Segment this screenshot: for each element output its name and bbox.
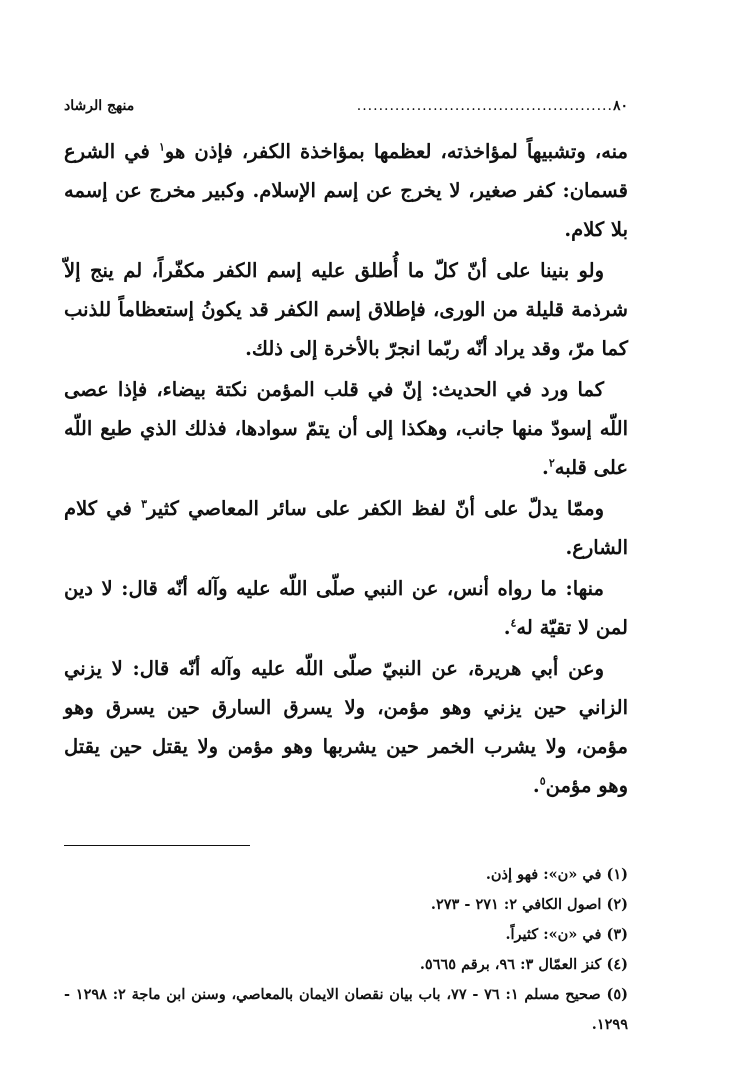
book-title: منهج الرشاد <box>64 98 135 114</box>
paragraph: منه، وتشبيهاً لمؤاخذته، لعظمها بمؤاخذة الكفر، فإذن هو$^١$ في الشرع قسمان: كفر صغير، لا يخرج عن إسم الإسلام. وكبير مخرج عن إسمه بلا كلام. <box>64 140 628 241</box>
footnote: (٥) صحيح مسلم ١: ٧٦ - ٧٧، باب بيان نقصان الايمان بالمعاصي، وسنن ابن ماجة ٢: ١٢٩٨ - ١٢٩٩. <box>64 986 628 1033</box>
footnote-ref[interactable]: ١ <box>159 140 165 154</box>
paragraph: منها: ما رواه أنس، عن النبي صلّى اللّه عليه وآله أنّه قال: لا دين لمن لا تقيّة له$^٤$. <box>64 577 628 639</box>
footnote-ref[interactable]: ٥ <box>539 774 546 788</box>
footnote: (١) في «ن»: فهو إذن. <box>485 866 628 883</box>
footnote-separator <box>64 845 250 846</box>
footnote: (٢) اصول الكافي ٢: ٢٧١ - ٢٧٣. <box>430 896 628 913</box>
footnote: (٤) كنز العمّال ٣: ٩٦، برقم ٥٦٦٥. <box>419 956 628 973</box>
footnote-ref[interactable]: ٣ <box>141 497 148 511</box>
main-text <box>64 132 628 805</box>
running-header <box>64 98 628 124</box>
footnote: (٣) في «ن»: كثيراً. <box>505 926 628 943</box>
paragraph: وعن أبي هريرة، عن النبيّ صلّى اللّه عليه وآله أنّه قال: لا يزني الزاني حين يزني وهو مؤمن، ولا يسرق السارق حين يسرق وهو مؤمن، ولا يشرب الخمر حين يشربها وهو مؤمن ولا يقتل حين يقتل وهو مؤمن$^٥$. <box>64 657 628 797</box>
page-number: ٨٠ <box>612 98 628 114</box>
paragraph: كما ورد في الحديث: إنّ في قلب المؤمن نكتة بيضاء، فإذا عصى اللّه إسودّ منها جانب، وهكذا إلى أن يتمّ سوادها، فذلك الذي طبع اللّه على قلبه$^٢$. <box>64 378 628 479</box>
leader-dots: ............................................... <box>356 98 613 114</box>
paragraph: وممّا يدلّ على أنّ لفظ الكفر على سائر المعاصي كثير$^٣$ في كلام الشارع. <box>64 497 628 559</box>
header-left <box>357 98 628 114</box>
footnote-ref[interactable]: ٢ <box>548 456 555 470</box>
paragraph: ولو بنينا على أنّ كلّ ما أُطلق عليه إسم الكفر مكفّراً، لم ينج إلاّ شرذمة قليلة من الورى، فإطلاق إسم الكفر قد يكونُ إستعظاماً للذنب كما مرّ، وقد يراد أنّه ربّما انجرّ بالأخرة إلى ذلك. <box>64 259 628 360</box>
footnotes <box>64 860 628 1040</box>
footnote-ref[interactable]: ٤ <box>510 616 517 630</box>
book-page <box>64 98 628 1040</box>
